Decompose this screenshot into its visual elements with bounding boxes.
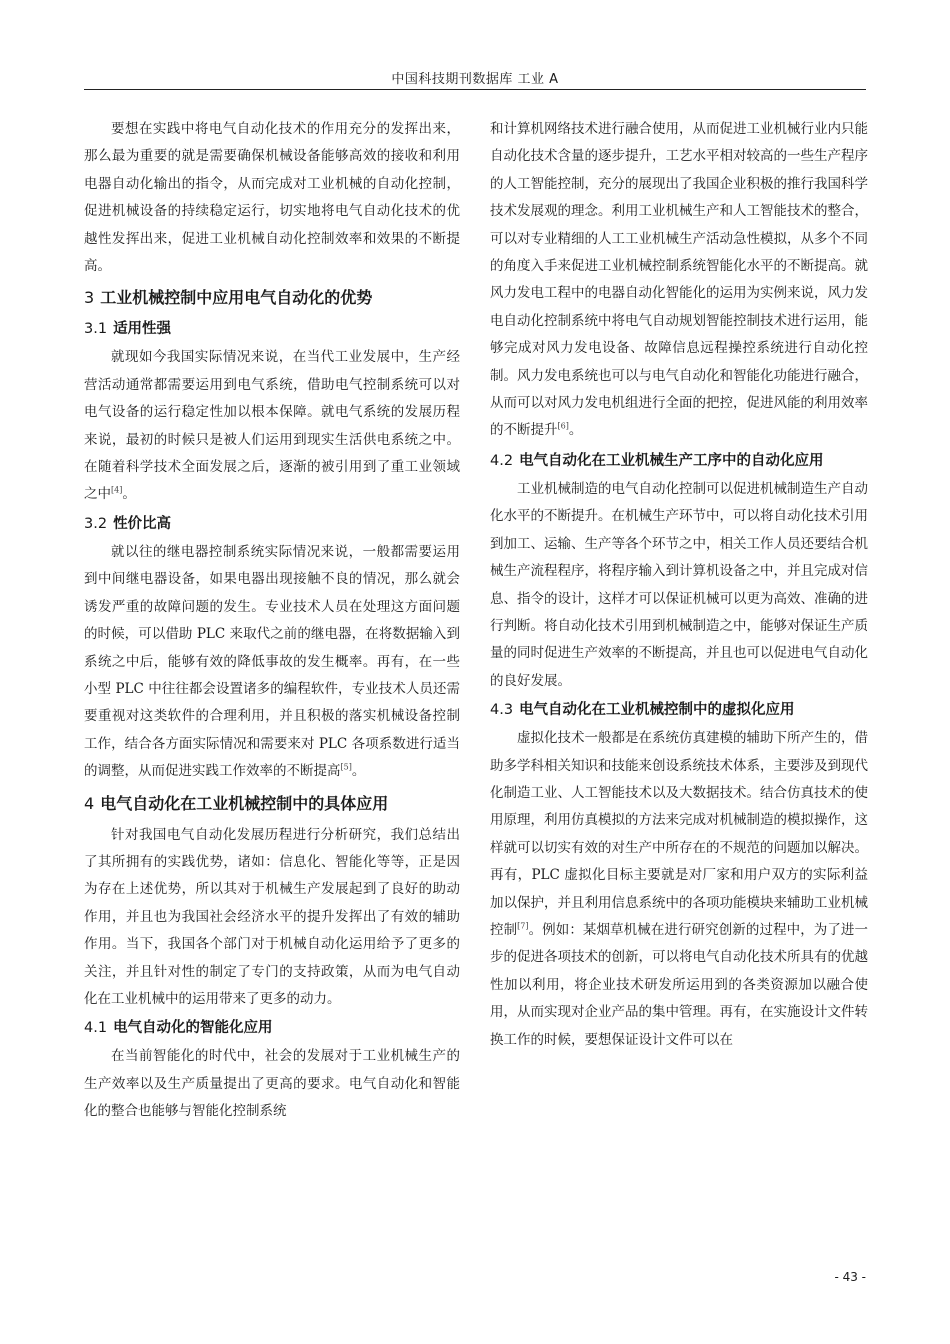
section-title: 性价比高 xyxy=(113,515,172,532)
section-number: 4 xyxy=(84,793,95,813)
paragraph-text: 就现如今我国实际情况来说，在当代工业发展中，生产经营活动通常都需要运用到电气系统，借助电气控制系统可以对电气设备的运行稳定性加以根本保障。就电气系统的发展历程来说，最初的时候只是被人们运用到现实生活供电系统之中。在随着科学技术全面发展之后，逐渐的被引用到了重工业领域之中 xyxy=(84,349,460,503)
section-title: 电气自动化在工业机械控制中的具体应用 xyxy=(100,793,389,813)
section-title: 工业机械控制中应用电气自动化的优势 xyxy=(100,288,373,308)
citation-ref[interactable]: [7] xyxy=(517,921,529,931)
citation-ref[interactable]: [5] xyxy=(340,762,352,772)
citation-ref[interactable]: [6] xyxy=(557,421,569,431)
section-number: 4.2 xyxy=(490,452,514,469)
section-3-2-heading xyxy=(84,511,460,538)
paragraph-4-2: 工业机械制造的电气自动化控制可以促进机械制造生产自动化水平的不断提升。在机械生产环节中，可以将自动化技术引用到加工、运输、生产等各个环节之中，相关工作人员还要结合机械生产流程程序，将程序输入到计算机设备之中，并且完成对信息、指令的设计，这样才可以保证机械可以更为高效、准确的进行判断。将自动化技术引用到机械制造之中，能够对保证生产质量的同时促进生产效率的不断提高，并且也可以促进电气自动化的良好发展。 xyxy=(490,480,868,689)
paragraph-4-1-continued xyxy=(490,116,868,445)
section-title: 电气自动化在工业机械生产工序中的自动化应用 xyxy=(519,452,824,469)
paragraph-3-2 xyxy=(84,539,460,786)
paragraph-text: 虚拟化技术一般都是在系统仿真建模的辅助下所产生的，借助多学科相关知识和技能来创设系统技术体系，主要涉及到现代化制造工业、人工智能技术以及大数据技术。结合仿真技术的使用原理，利用仿真模拟的方法来完成对机械制造的模拟操作，这样就可以切实有效的对生产中所存在的不规范的问题加以解决。再有，PLC 虚拟化目标主要就是对厂家和用户双方的实际利益加以保护，并且利用信息系统中的各项功能模块来辅助工业机械控制 xyxy=(490,730,868,938)
section-4-2-heading xyxy=(490,447,868,475)
paragraph-end: 。 xyxy=(122,486,136,503)
section-number: 4.1 xyxy=(84,1020,108,1037)
header-rule xyxy=(84,89,866,90)
section-4-1-heading xyxy=(84,1015,460,1042)
paragraph-text: 和计算机网络技术进行融合使用，从而促进工业机械行业内只能自动化技术含量的逐步提升，工艺水平相对较高的一些生产程序的人工智能控制，充分的展现出了我国企业积极的推行我国科学技术发展观的理念。利用工业机械生产和人工智能技术的整合，可以对专业精细的人工工业机械生产活动急性模拟，从多个不同的角度入手来促进工业机械控制系统智能化水平的不断提高。就风力发电工程中的电器自动化智能化的运用为实例来说，风力发电自动化控制系统中将电气自动规划智能控制技术进行运用，能够完成对风力发电设备、故障信息远程操控系统进行自动化控制。风力发电系统也可以与电气自动化和智能化功能进行融合，从而可以对风力发电机组进行全面的把控，促进风能的利用效率的不断提升 xyxy=(490,121,868,439)
section-title: 适用性强 xyxy=(113,321,172,338)
paragraph-3-1 xyxy=(84,344,460,508)
intro-paragraph: 要想在实践中将电气自动化技术的作用充分的发挥出来，那么最为重要的就是需要确保机械设备能够高效的接收和利用电器自动化输出的指令，从而完成对工业机械的自动化控制，促进机械设备的持续稳定运行，切实地将电气自动化技术的优越性发挥出来，促进工业机械自动化控制效率和效果的不断提高。 xyxy=(84,121,460,275)
section-title: 电气自动化在工业机械控制中的虚拟化应用 xyxy=(519,702,795,719)
paragraph-text: 就以往的继电器控制系统实际情况来说，一般都需要运用到中间继电器设备，如果电器出现接触不良的情况，那么就会诱发严重的故障问题的发生。专业技术人员在处理这方面问题的时候，可以借助 PLC 来取代之前的继电器，在将数据输入到系统之中后，能够有效的降低事故的发生概率。再有，在一些小型 PLC 中往往都会设置诸多的编程软件，专业技术人员还需要重视对这类软件的合理利用，并且积极的落实机械设备控制工作，结合各方面实际情况和需要来对 PLC 各项系数进行适当的调整，从而促进实践工作效率的不断提高 xyxy=(84,543,460,780)
page-number: - 43 - xyxy=(834,1270,866,1284)
left-column xyxy=(84,116,460,1126)
paragraph-end: 。 xyxy=(568,422,583,439)
section-4-heading xyxy=(84,790,460,818)
journal-header: 中国科技期刊数据库 工业 A xyxy=(391,72,559,87)
citation-ref[interactable]: [4] xyxy=(111,485,123,495)
section-number: 3.1 xyxy=(84,321,108,338)
paragraph-4-1: 在当前智能化的时代中，社会的发展对于工业机械生产的生产效率以及生产质量提出了更高的要求。电气自动化和智能化的整合也能够与智能化控制系统 xyxy=(84,1048,460,1120)
section-title: 电气自动化的智能化应用 xyxy=(113,1020,273,1037)
paragraph-4: 针对我国电气自动化发展历程进行分析研究，我们总结出了其所拥有的实践优势，诸如：信息化、智能化等等，正是因为存在上述优势，所以其对于机械生产发展起到了良好的助动作用，并且也为我国社会经济水平的提升发挥出了有效的辅助作用。当下，我国各个部门对于机械自动化运用给予了更多的关注，并且针对性的制定了专门的支持政策，从而为电气自动化在工业机械中的运用带来了更多的动力。 xyxy=(84,826,460,1007)
section-3-1-heading xyxy=(84,316,460,343)
section-number: 3.2 xyxy=(84,515,108,532)
section-number: 4.3 xyxy=(490,702,514,719)
paragraph-text-cont: 。例如：某烟草机械在进行研究创新的过程中，为了进一步的促进各项技术的创新，可以将电气自动化技术所具有的优越性加以利用，将企业技术研发所运用到的各类资源加以融合使用，从而实现对企业产品的集中管理。再有，在实施设计文件转换工作的时候，要想保证设计文件可以在 xyxy=(490,921,869,1048)
paragraph-end: 。 xyxy=(351,763,366,780)
section-3-heading xyxy=(84,284,460,312)
right-column xyxy=(490,116,868,1054)
section-4-3-heading xyxy=(490,697,868,724)
section-number: 3 xyxy=(84,288,95,308)
paragraph-4-3 xyxy=(490,725,868,1054)
